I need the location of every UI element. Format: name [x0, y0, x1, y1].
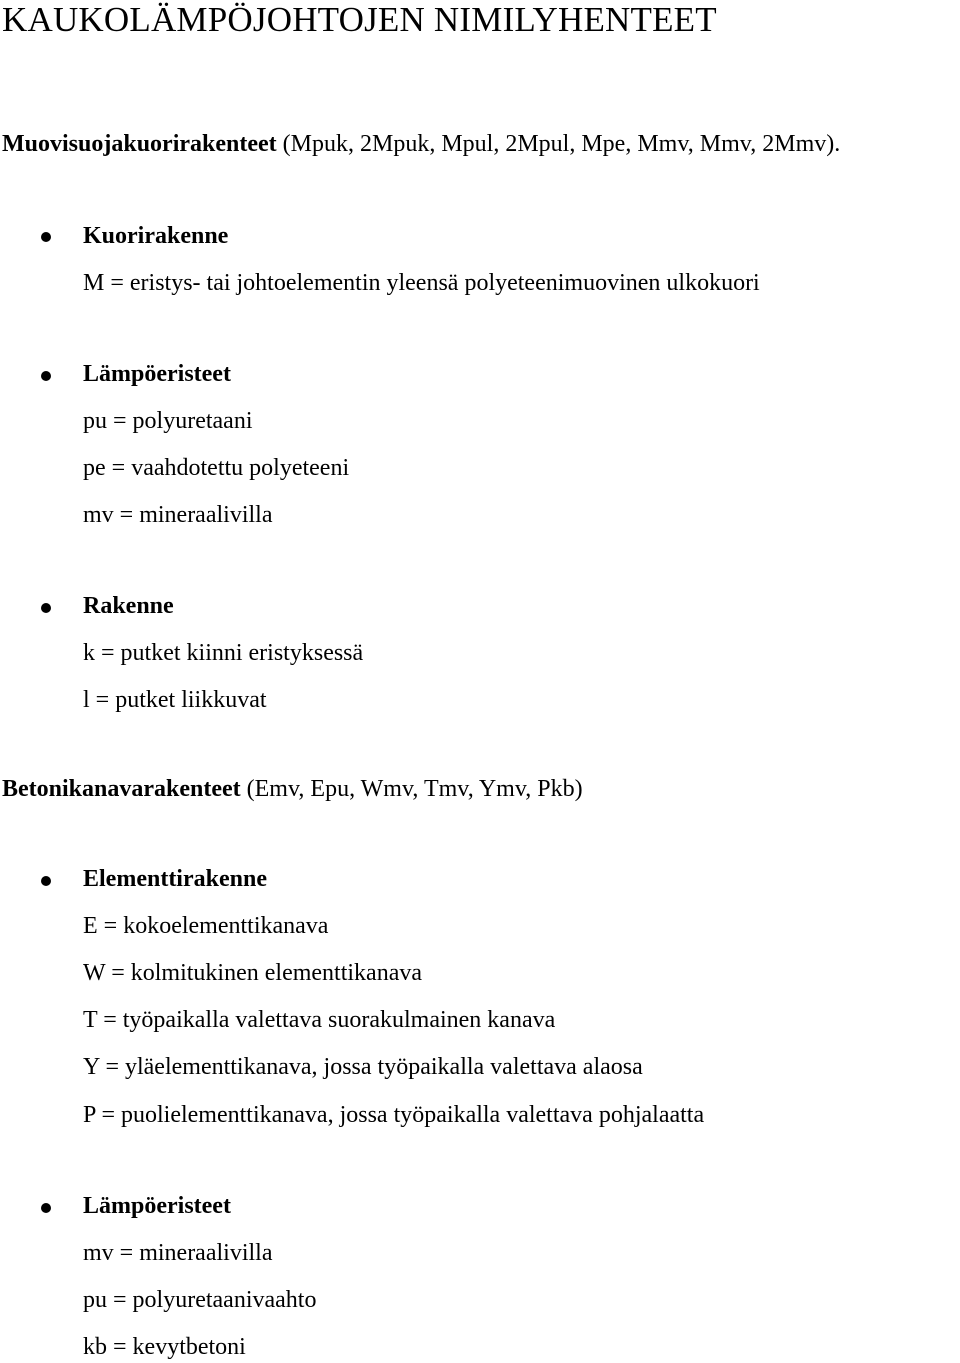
definition-line: pu = polyuretaanivaahto [83, 1287, 317, 1313]
bullet-icon [41, 1203, 51, 1213]
section-heading-muovisuoja [2, 129, 840, 159]
bullet-icon [41, 603, 51, 613]
definition-line: mv = mineraalivilla [83, 1240, 273, 1266]
definition-line: pe = vaahdotettu polyeteeni [83, 455, 350, 481]
section-heading-betoni [2, 774, 583, 804]
definition-line: mv = mineraalivilla [83, 502, 273, 528]
section-codes: (Mpuk, 2Mpuk, Mpul, 2Mpul, Mpe, Mmv, Mmv, 2Mmv). [282, 131, 841, 157]
definition-line: pu = polyuretaani [83, 408, 253, 434]
group-heading: Lämpöeristeet [83, 361, 231, 387]
section-codes: (Emv, Epu, Wmv, Tmv, Ymv, Pkb) [246, 776, 583, 802]
definition-line: E = kokoelementtikanava [83, 913, 329, 939]
bullet-icon [41, 371, 51, 381]
group-heading: Rakenne [83, 593, 174, 619]
definition-line: T = työpaikalla valettava suorakulmainen kanava [83, 1007, 556, 1033]
bullet-icon [41, 876, 51, 886]
definition-line: k = putket kiinni eristyksessä [83, 640, 364, 666]
section-heading-label: Muovisuojakuorirakenteet [2, 131, 277, 157]
definition-line: kb = kevytbetoni [83, 1334, 246, 1360]
section-heading-label: Betonikanavarakenteet [2, 776, 241, 802]
bullet-icon [41, 232, 51, 242]
page-title: KAUKOLÄMPÖJOHTOJEN NIMILYHENTEET [2, 0, 717, 39]
group-heading: Elementtirakenne [83, 866, 267, 892]
group-heading: Lämpöeristeet [83, 1193, 231, 1219]
definition-line: Y = yläelementtikanava, jossa työpaikalla valettava alaosa [83, 1054, 643, 1080]
definition-line: P = puolielementtikanava, jossa työpaikalla valettava pohjalaatta [83, 1102, 705, 1128]
definition-line: M = eristys- tai johtoelementin yleensä polyeteenimuovinen ulkokuori [83, 270, 760, 296]
definition-line: W = kolmitukinen elementtikanava [83, 960, 422, 986]
definition-line: l = putket liikkuvat [83, 687, 267, 713]
group-heading: Kuorirakenne [83, 223, 229, 249]
